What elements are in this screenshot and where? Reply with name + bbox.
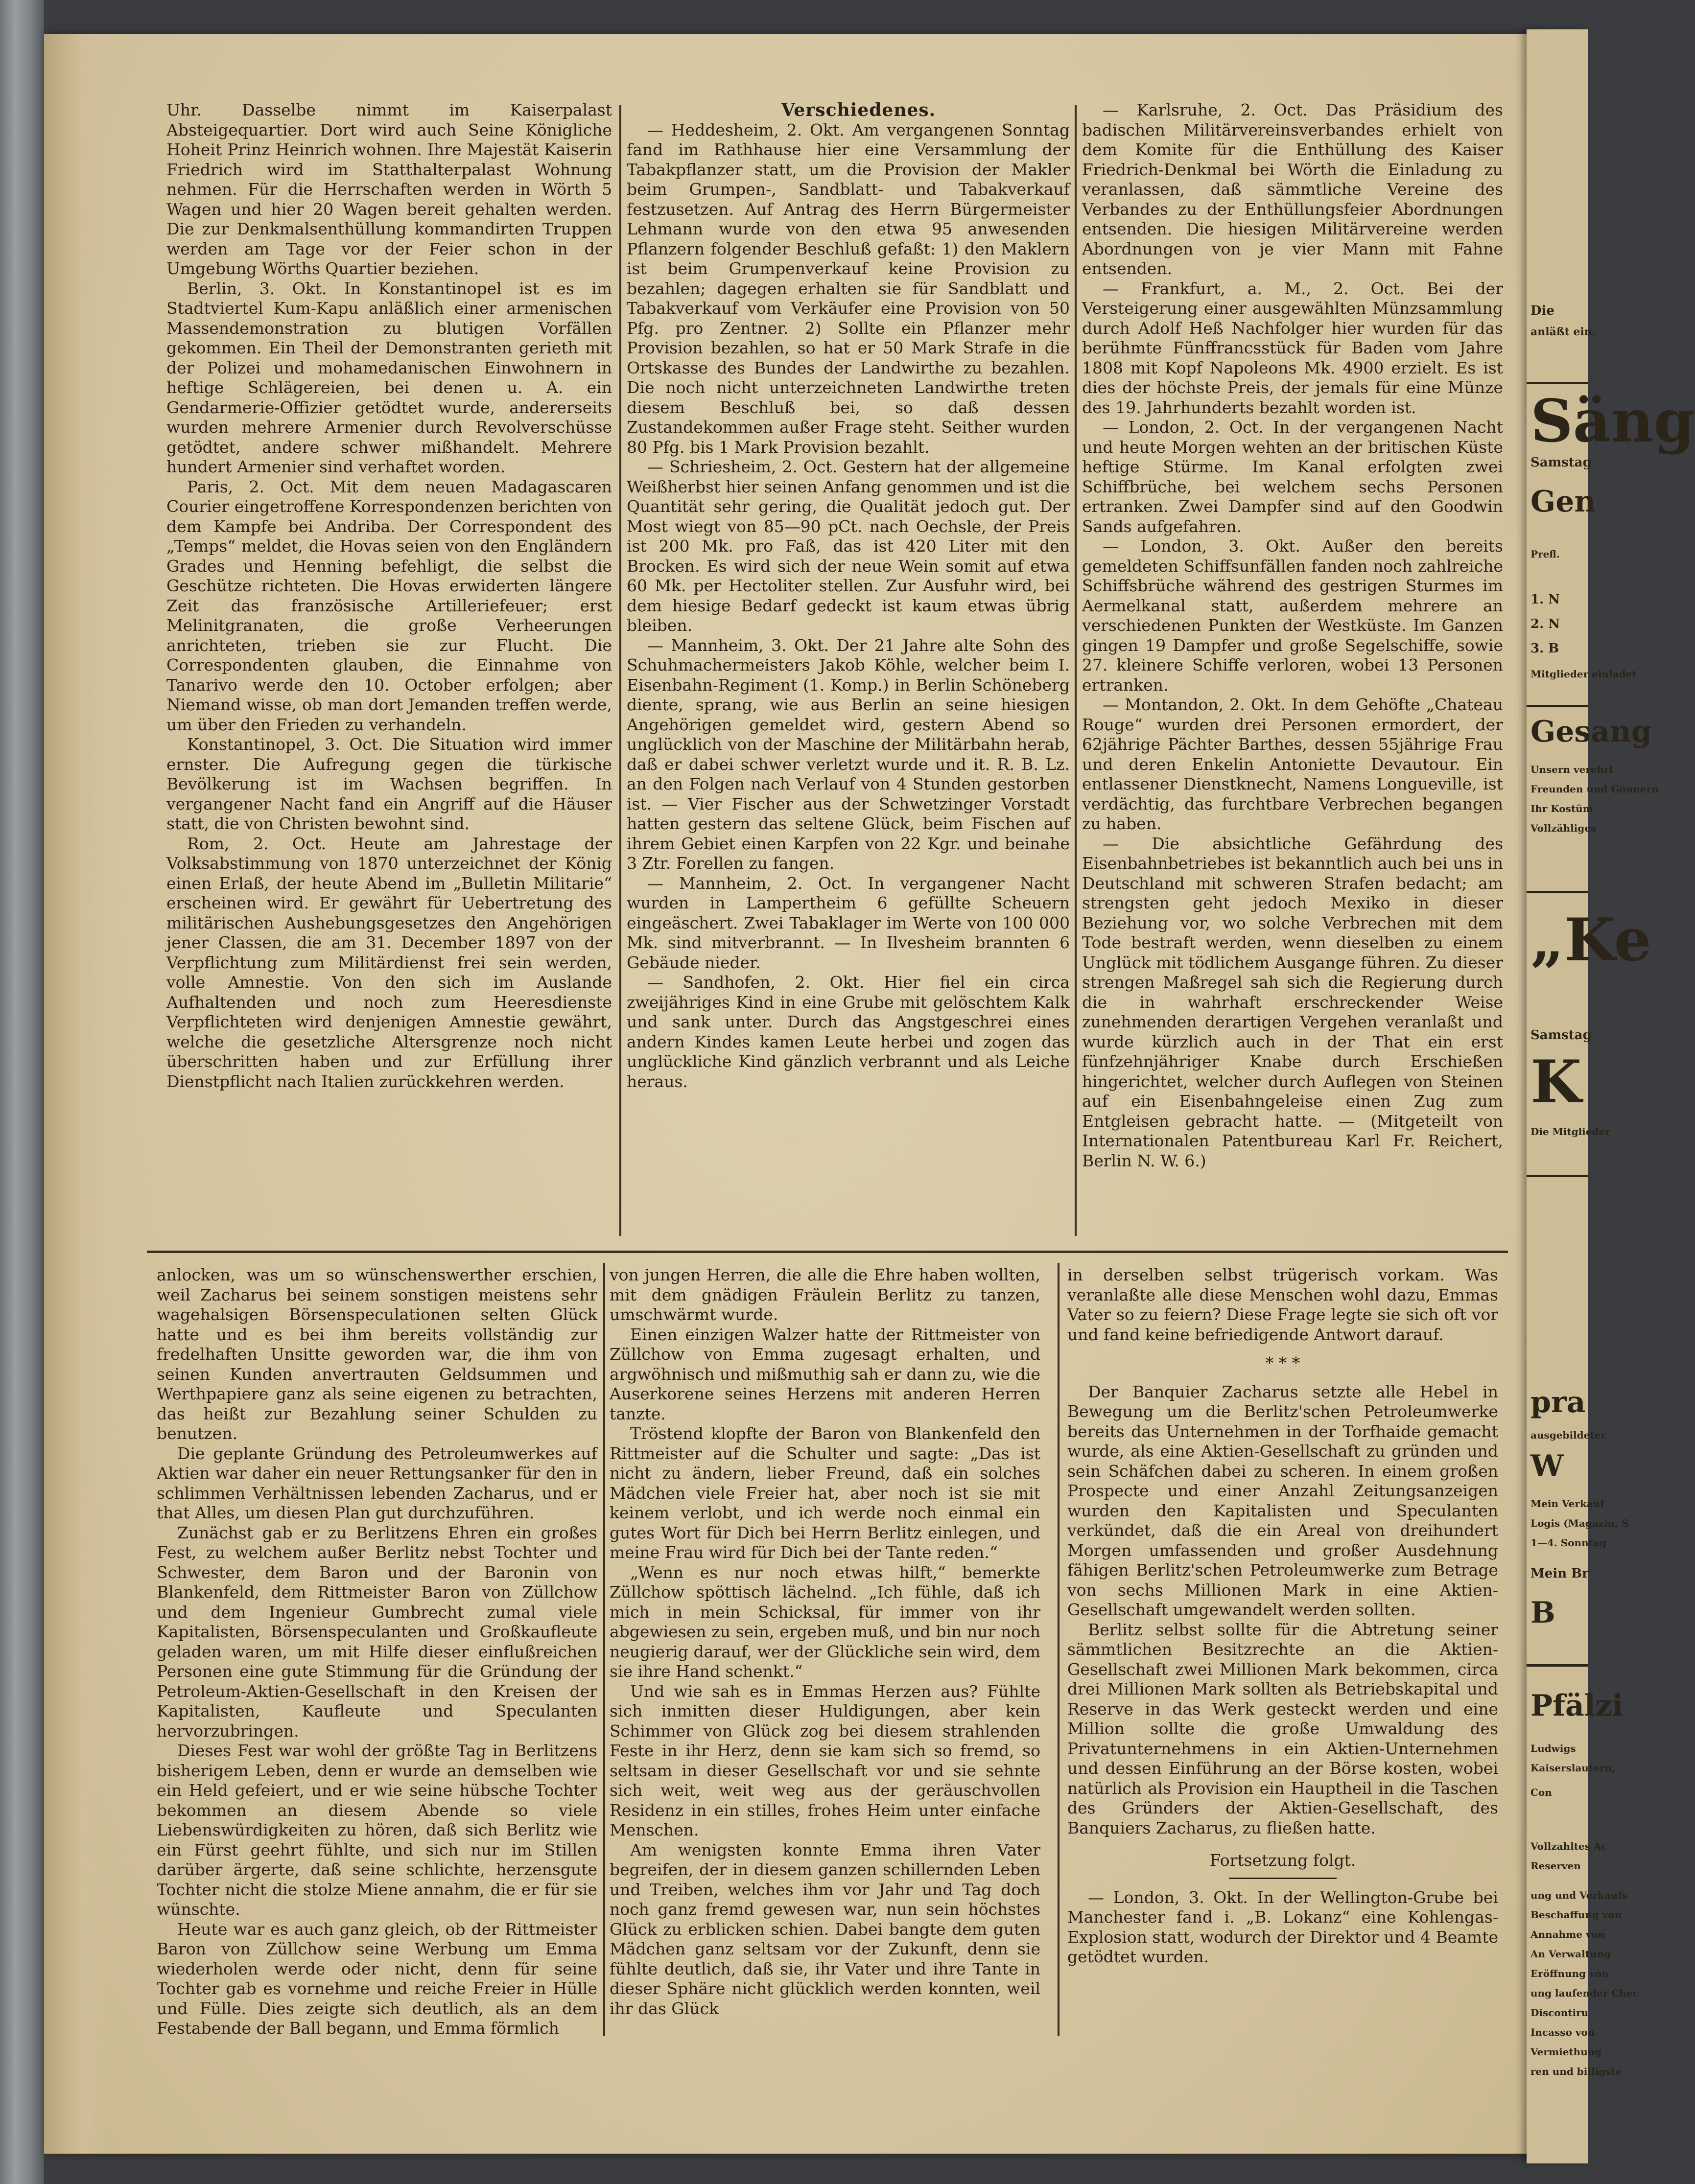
- article-paragraph: Paris, 2. Oct. Mit dem neuen Madagascaren Courier eingetroffene Korrespondenzen berichten von dem Kampfe bei Andriba. Der Correspondent des „Temps“ meldet, die Hovas seien von den Engländern Grades und Henning befehligt, die selbst die Geschütze richteten. Die Hovas erwiderten längere Zeit das französische Artilleriefeuer; erst Melinitgranaten, die große Verheerungen anrichteten, trieben sie zur Flucht. Die Correspondenten glauben, die Einnahme von Tanarivo werde den 10. October erfolgen; aber Niemand wisse, ob man dort Jemanden treffen werde, um über den Frieden zu verhandeln.: [166, 477, 612, 734]
- article-paragraph: — Mannheim, 3. Okt. Der 21 Jahre alte Sohn des Schuhmachermeisters Jakob Köhle, welcher beim I. Eisenbahn-Regiment (1. Komp.) in Berlin Schöneberg diente, sprang, wie aus Berlin an seine hiesigen Angehörigen gemeldet wird, gestern Abend so unglücklich von der Maschine der Militärbahn herab, daß er dabei schwer verletzt wurde und it. R. B. Lz. an den Folgen nach Verlauf von 4 Stunden gestorben ist. — Vier Fischer aus der Schwetzinger Vorstadt hatten gestern das seltene Glück, beim Fischen auf ihrem Gebiet einen Karpfen von 22 Kgr. und beinahe 3 Ztr. Forellen zu fangen.: [627, 635, 1070, 873]
- story-paragraph: Berlitz selbst sollte für die Abtretung seiner sämmtlichen Besitzrechte an die Aktien-Gesellschaft zwei Millionen Mark bekommen, circa drei Millionen Mark sollten als Betriebskapital und Reserve in das Werk gesteckt werden und eine Million sollte die große Umwaldung des Privatunternehmens in ein Aktien-Unternehmen und dessen Einführung an der Börse kosten, wobei natürlich als Provision ein Hauptheil in die Taschen des Gründers der Aktien-Gesellschaft, des Banquiers Zacharus, zu fließen hatte.: [1067, 1620, 1498, 1837]
- next-page-text: Beschaffung von: [1530, 1909, 1622, 1921]
- story-paragraph: Und wie sah es in Emmas Herzen aus? Fühlte sich inmitten dieser Huldigungen, aber kein Schimmer von Glück zog bei diesem strahlenden Feste in ihr Herz, denn sie kam sich so fremd, so seltsam in dieser Gesellschaft vor und sie sehnte sich weit, weit weg aus der geräuschvollen Residenz in ein stilles, frohes Heim unter einfache Menschen.: [610, 1681, 1040, 1839]
- feuilleton-divider: [147, 1251, 1508, 1253]
- next-page-text: Annahme von: [1530, 1928, 1605, 1940]
- book-binding: [0, 0, 44, 2184]
- article-paragraph: — London, 2. Oct. In der vergangenen Nacht und heute Morgen wehten an der britischen Küste heftige Stürme. Im Kanal erfolgten zwei Schiffbrüche, bei welchem sechs Personen ertranken. Zwei Dampfer sind auf den Goodwin Sands aufgefahren.: [1082, 418, 1503, 536]
- next-page-text: 1—4. Sonntag: [1530, 1537, 1606, 1549]
- next-page-text: 1. N: [1530, 592, 1560, 607]
- story-paragraph: Heute war es auch ganz gleich, ob der Rittmeister Baron von Züllchow seine Werbung um Emma wiederholen werde oder nicht, denn für seine Tochter gab es vornehme und reiche Freier in Hülle und Fülle. Dies zeigte sich deutlich, als an dem Festabende der Ball begann, und Emma förmlich: [157, 1919, 597, 2038]
- story-paragraph: Die geplante Gründung des Petroleumwerkes auf Aktien war daher ein neuer Rettungsanker für den in schlimmen Verhältnissen lebenden Zacharus, und er that Alles, um diesen Plan gut durchzuführen.: [157, 1443, 597, 1522]
- next-page-text: Unsern verehrl: [1530, 764, 1613, 775]
- story-paragraph: Dieses Fest war wohl der größte Tag in Berlitzens bisherigem Leben, denn er wurde an demselben wie ein Held gefeiert, und er wie seine hübsche Tochter bekommen an diesem Abende so viele Liebenswürdigkeiten zu hören, daß sich Berlitz wie ein Fürst geehrt fühlte, und sich nur im Stillen darüber ärgerte, daß seine schlichte, herzensgute Tochter nicht die stolze Miene annahm, die er für sie wünschte.: [157, 1741, 597, 1919]
- next-page-rule: [1527, 1175, 1588, 1177]
- article-paragraph: — Mannheim, 2. Oct. In vergangener Nacht wurden in Lampertheim 6 gefüllte Scheuern eingeäschert. Zwei Tabaklager im Werte von 100 000 Mk. sind mitverbrannt. — In Ilvesheim brannten 6 Gebäude nieder.: [627, 873, 1070, 972]
- next-page-text: Prefl.: [1530, 548, 1560, 560]
- next-page-text: Gen: [1530, 485, 1596, 519]
- next-page-text: ausgebildeter: [1530, 1429, 1606, 1441]
- article-paragraph: Konstantinopel, 3. Oct. Die Situation wird immer ernster. Die Aufregung gegen die türkische Bevölkerung ist im Wachsen begriffen. In vergangener Nacht fand ein Angriff auf die Häuser statt, die von Christen bewohnt sind.: [166, 735, 612, 833]
- next-page-rule: [1527, 705, 1588, 707]
- next-page-text: pra: [1530, 1385, 1586, 1419]
- column-divider: [1058, 1263, 1059, 2036]
- next-page-text: ung laufender Chec: [1530, 1987, 1639, 1999]
- article-paragraph: — Schriesheim, 2. Oct. Gestern hat der allgemeine Weißherbst hier seinen Anfang genommen und ist die Quantität sehr gering, die Qualität jedoch gut. Der Most wiegt von 85—90 pCt. nach Oechsle, der Preis ist 200 Mk. pro Faß, das ist 420 Liter mit den Brocken. Es wird sich der neue Wein somit auf etwa 60 Mk. per Hectoliter stellen. Zur Ausfuhr wird, bei dem hiesige Bedarf gedeckt ist kaum etwas übrig bleiben.: [627, 457, 1070, 635]
- article-paragraph: — Karlsruhe, 2. Oct. Das Präsidium des badischen Militärvereinsverbandes erhielt von dem Komite für die Enthüllung des Kaiser Friedrich-Denkmal bei Wörth die Einladung zu veranlassen, daß sämmtliche Vereine des Verbandes zu der Enthüllungsfeier Abordnungen entsenden. Die hiesigen Militärvereine werden Abordnungen von je vier Mann mit Fahne entsenden.: [1082, 100, 1503, 278]
- article-paragraph: — Montandon, 2. Okt. In dem Gehöfte „Chateau Rouge“ wurden drei Personen ermordert, der 62jährige Pächter Barthes, dessen 55jährige Frau und deren Enkelin Antoniette Devautour. Ein entlassener Dienstknecht, Namens Longueville, ist verdächtig, das furchtbare Verbrechen begangen zu haben.: [1082, 695, 1503, 833]
- next-page-rule: [1527, 1664, 1588, 1667]
- next-page-text: Samstag: [1530, 1028, 1592, 1043]
- next-page-text: Logis (Magazin, S: [1530, 1517, 1629, 1529]
- bottom-column-3: [1067, 1265, 1498, 1967]
- top-column-1: [166, 100, 612, 1092]
- next-page-text: Discontiru: [1530, 2007, 1589, 2019]
- bottom-column-1: [157, 1265, 597, 2039]
- article-paragraph: — London, 3. Okt. In der Wellington-Grube bei Manchester fand i. „B. Lokanz“ eine Kohlengas-Explosion statt, wodurch der Direktor und 4 Beamte getödtet wurden.: [1067, 1887, 1498, 1966]
- story-paragraph: von jungen Herren, die alle die Ehre haben wollten, mit dem gnädigen Fräulein Berlitz zu tanzen, umschwärmt wurde.: [610, 1265, 1040, 1324]
- story-paragraph: Zunächst gab er zu Berlitzens Ehren ein großes Fest, zu welchem außer Berlitz nebst Tochter und Schwester, dem Baron und der Baronin von Blankenfeld, dem Rittmeister Baron von Züllchow und dem Ingenieur Gumbrecht zumal viele Kapitalisten, Börsenspeculanten und Großkaufleute geladen waren, um mit Hilfe dieser einflußreichen Personen eine gute Stimmung für die Gründung der Petroleum-Aktien-Gesellschaft in den Kreisen der Kapitalisten, Kaufleute und Speculanten hervorzubringen.: [157, 1523, 597, 1741]
- next-page-text: Eröffnung von: [1530, 1968, 1609, 1979]
- next-page-text: Mein Verkauf: [1530, 1498, 1604, 1510]
- next-page-text: Die Mitglieder: [1530, 1126, 1610, 1138]
- section-heading: Verschiedenes.: [781, 100, 936, 120]
- next-page-text: Vollzahltes Ac: [1530, 1840, 1607, 1852]
- next-page-text: K: [1530, 1047, 1582, 1116]
- next-page-text: An Verwaltung: [1530, 1948, 1611, 1960]
- next-page-text: Vermiethung: [1530, 2046, 1602, 2058]
- article-paragraph: — London, 3. Okt. Außer den bereits gemeldeten Schiffsunfällen fanden noch zahlreiche Schiffsbrüche während des gestrigen Sturmes im Aermelkanal statt, außerdem mehrere an verschiedenen Punkten der Westküste. Im Ganzen gingen 19 Dampfer und große Segelschiffe, sowie 27. kleinere Schiffe verloren, wobei 13 Personen ertranken.: [1082, 536, 1503, 695]
- next-page-rule: [1527, 382, 1588, 384]
- next-page-text: Incasso von: [1530, 2026, 1595, 2038]
- next-page-text: Kaiserslautern,: [1530, 1762, 1615, 1774]
- next-page-text: W: [1530, 1449, 1564, 1483]
- story-paragraph: Tröstend klopfte der Baron von Blankenfeld den Rittmeister auf die Schulter und sagte: „Das ist nicht zu ändern, lieber Freund, daß ein solches Mädchen viele Freier hat, aber noch ist sie mit keinem verlobt, und ich werde noch einmal ein gutes Wort für Dich bei Herrn Berlitz einlegen, und meine Frau wird für Dich bei der Tante reden.“: [610, 1424, 1040, 1562]
- article-paragraph: — Heddesheim, 2. Okt. Am vergangenen Sonntag fand im Rathhause hier eine Versammlung der Tabakpflanzer statt, um die Provision der Makler beim Grumpen-, Sandblatt- und Tabakverkauf festzusetzen. Auf Antrag des Herrn Bürgermeister Lehmann wurde von den etwa 95 anwesenden Pflanzern folgender Beschluß gefaßt: 1) den Maklern ist beim Grumpenverkauf keine Provision zu bezahlen; dagegen erhalten sie für Sandblatt und Tabakverkauf vom Verkäufer eine Provision von 50 Pfg. pro Zentner. 2) Sollte ein Pflanzer mehr Provision bezahlen, so hat er 50 Mark Strafe in die Ortskasse des Bundes der Landwirthe zu bezahlen. Die noch nicht unterzeichneten Landwirthe treten diesem Beschluß bei, so daß dessen Zustandekommen außer Frage steht. Seither wurden 80 Pfg. bis 1 Mark Provision bezahlt.: [627, 120, 1070, 457]
- top-column-3: [1082, 100, 1503, 1171]
- next-page-text: ren und billigste: [1530, 2066, 1622, 2077]
- next-page-rule: [1527, 891, 1588, 893]
- next-page-text: Ludwigs: [1530, 1743, 1576, 1754]
- article-paragraph: — Die absichtliche Gefährdung des Eisenbahnbetriebes ist bekanntlich auch bei uns in Deutschland mit schweren Strafen bedacht; am strengsten geht jedoch Mexiko in dieser Beziehung vor, wo solche Verbrechen mit dem Tode bestraft werden, wenn dieselben zu einem Unglück mit tödlichem Ausgange führen. Zu dieser strengen Maßregel sah sich die Regierung durch die in wahrhaft erschreckender Weise zunehmenden derartigen Vergehen veranlaßt und wurde kürzlich auch in der That ein erst fünfzehnjähriger Knabe durch Erschießen hingerichtet, welcher durch Auflegen von Steinen auf ein Eisenbahngeleise einen Zug zum Entgleisen gebracht hatte. — (Mitgeteilt von Internationalen Patentbureau Karl Fr. Reichert, Berlin N. W. 6.): [1082, 834, 1503, 1170]
- next-page-text: ung und Verkaufs: [1530, 1889, 1628, 1901]
- article-paragraph: Berlin, 3. Okt. In Konstantinopel ist es im Stadtviertel Kum-Kapu anläßlich einer armenischen Massendemonstration zu blutigen Vorfällen gekommen. Ein Theil der Demonstranten gerieth mit der Polizei und mohamedanischen Einwohnern in heftige Schlägereien, bei denen u. A. ein Gendarmerie-Offizier getödtet wurde, andererseits wurden mehrere Armenier durch Revolverschüsse getödtet, andere schwer mißhandelt. Mehrere hundert Armenier sind verhaftet worden.: [166, 279, 612, 476]
- next-page-text: Con: [1530, 1787, 1552, 1798]
- next-page-text: Ihr Kostüm: [1530, 803, 1593, 814]
- asterism: * * *: [1265, 1353, 1300, 1372]
- story-paragraph: Am wenigsten konnte Emma ihren Vater begreifen, der in diesem ganzen schillernden Leben und Treiben, welches ihm vor Jahr und Tag doch noch ganz fremd gewesen war, nun sein höchstes Glück zu erblicken schien. Dabei bangte dem guten Mädchen ganz seltsam vor der Zukunft, denn sie fühlte deutlich, daß sie, ihr Vater und ihre Tante in dieser Sphäre nicht glücklich werden konnten, weil ihr das Glück: [610, 1840, 1040, 2018]
- next-page-text: Vollzähliges: [1530, 822, 1597, 834]
- next-page-text: Mein Br: [1530, 1566, 1589, 1581]
- next-page-text: Reserven: [1530, 1860, 1581, 1872]
- next-page-text: Mitglieder einladet: [1530, 668, 1637, 680]
- continuation-note: Fortsetzung folgt.: [1209, 1851, 1356, 1870]
- next-page-text: anläßt ein.: [1530, 325, 1596, 338]
- story-paragraph: anlocken, was um so wünschenswerther erschien, weil Zacharus bei seinem sonstigen meistens sehr wagehalsigen Börsenspeculationen selten Glück hatte und es bei ihm bereits vollständig zur fredelhaften Unsitte geworden war, die ihm von seinen Kunden anvertrauten Geldsummen und Werthpapiere ganz als seine eigenen zu betrachten, das heißt zur Bezahlung seiner Schulden zu benutzen.: [157, 1265, 597, 1443]
- next-page-text: B: [1530, 1596, 1555, 1630]
- page-gutter-shadow: [44, 34, 108, 2154]
- next-page-text: Säng: [1530, 387, 1695, 456]
- short-divider: [1229, 1878, 1337, 1879]
- next-page-text: „Ke: [1530, 906, 1652, 975]
- next-page-text: Samstag: [1530, 455, 1592, 470]
- bottom-column-2: [610, 1265, 1040, 2019]
- next-page-text: Die: [1530, 303, 1554, 318]
- story-paragraph: „Wenn es nur noch etwas hilft,“ bemerkte Züllchow spöttisch lächelnd. „Ich fühle, daß ich mich in mein Schicksal, für immer von ihr abgewiesen zu sein, ergeben muß, und bin nur noch neugierig darauf, wer der Glückliche sein wird, dem sie ihre Hand schenkt.“: [610, 1562, 1040, 1681]
- story-paragraph: Einen einzigen Walzer hatte der Rittmeister von Züllchow von Emma zugesagt erhalten, und argwöhnisch und mißmuthig sah er dann zu, wie die Auserkorene seines Herzens mit anderen Herren tanzte.: [610, 1324, 1040, 1423]
- top-column-2: [627, 100, 1070, 1092]
- article-paragraph: Rom, 2. Oct. Heute am Jahrestage der Volksabstimmung von 1870 unterzeichnet der König einen Erlaß, der heute Abend im „Bulletin Militarie“ erscheinen wird. Er gewährt für Uebertretung des militärischen Aushebungsgesetzes den Angehörigen jener Classen, die am 31. December 1897 von der Verpflichtung zum Militärdienst frei sein werden, volle Amnestie. Von den sich im Auslande Aufhaltenden und noch zum Heeresdienste Verpflichteten wird denjenigen Amnestie gewährt, welche die gesetzliche Altersgrenze noch nicht überschritten haben und zur Erfüllung ihrer Dienstpflicht nach Italien zurückkehren werden.: [166, 834, 612, 1091]
- column-divider: [619, 105, 621, 1236]
- next-page-text: Gesang: [1530, 715, 1652, 749]
- next-page-text: Pfälzi: [1530, 1689, 1624, 1723]
- column-divider: [1075, 105, 1077, 1236]
- article-paragraph: — Sandhofen, 2. Okt. Hier fiel ein circa zweijähriges Kind in eine Grube mit gelöschtem Kalk und sank unter. Durch das Angstgeschrei eines andern Kindes kamen Leute herbei und zogen das unglückliche Kind gänzlich verbrannt und als Leiche heraus.: [627, 973, 1070, 1091]
- story-paragraph: in derselben selbst trügerisch vorkam. Was veranlaßte alle diese Menschen wohl dazu, Emmas Vater so zu feiern? Diese Frage legte sie sich oft vor und fand keine befriedigende Antwort darauf.: [1067, 1265, 1498, 1344]
- next-page-text: 2. N: [1530, 617, 1560, 631]
- next-page-text: Freunden und Gönnern: [1530, 783, 1659, 795]
- next-page-text: 3. B: [1530, 641, 1559, 656]
- adjacent-page: [1527, 29, 1695, 2163]
- article-paragraph: — Frankfurt, a. M., 2. Oct. Bei der Versteigerung einer ausgewählten Münzsammlung durch Adolf Heß Nachfolger hier wurden für das berühmte Fünffrancsstück für Baden vom Jahre 1808 mit Kopf Napoleons Mk. 4900 erzielt. Es ist dies der höchste Preis, der jemals für eine Münze des 19. Jahrhunderts bezahlt worden ist.: [1082, 279, 1503, 417]
- article-paragraph: Uhr. Dasselbe nimmt im Kaiserpalast Absteigequartier. Dort wird auch Seine Königliche Hoheit Prinz Heinrich wohnen. Ihre Majestät Kaiserin Friedrich wird im Statthalterpalast Wohnung nehmen. Für die Herrschaften werden in Wörth 5 Wagen und hier 20 Wagen bereit gehalten werden. Die zur Denkmalsenthüllung kommandirten Truppen werden am Tage vor der Feier schon in der Umgebung Wörths Quartier beziehen.: [166, 100, 612, 278]
- column-divider: [603, 1263, 605, 2036]
- story-paragraph: Der Banquier Zacharus setzte alle Hebel in Bewegung um die Berlitz'schen Petroleumwerke bereits das Unternehmen in der Torfhaide gemacht wurde, als eine Aktien-Gesellschaft zu gründen und sein Schäfchen dabei zu scheren. In einem großen Prospecte und einer Anzahl Zeitungsanzeigen wurden den Kapitalisten und Speculanten verkündet, daß die ein Areal von dreihundert Morgen umfassenden und großer Ausdehnung fähigen Berlitz'schen Petroleumwerke zum Betrage von sechs Millionen Mark in eine Aktien-Gesellschaft umgewandelt werden sollten.: [1067, 1382, 1498, 1619]
